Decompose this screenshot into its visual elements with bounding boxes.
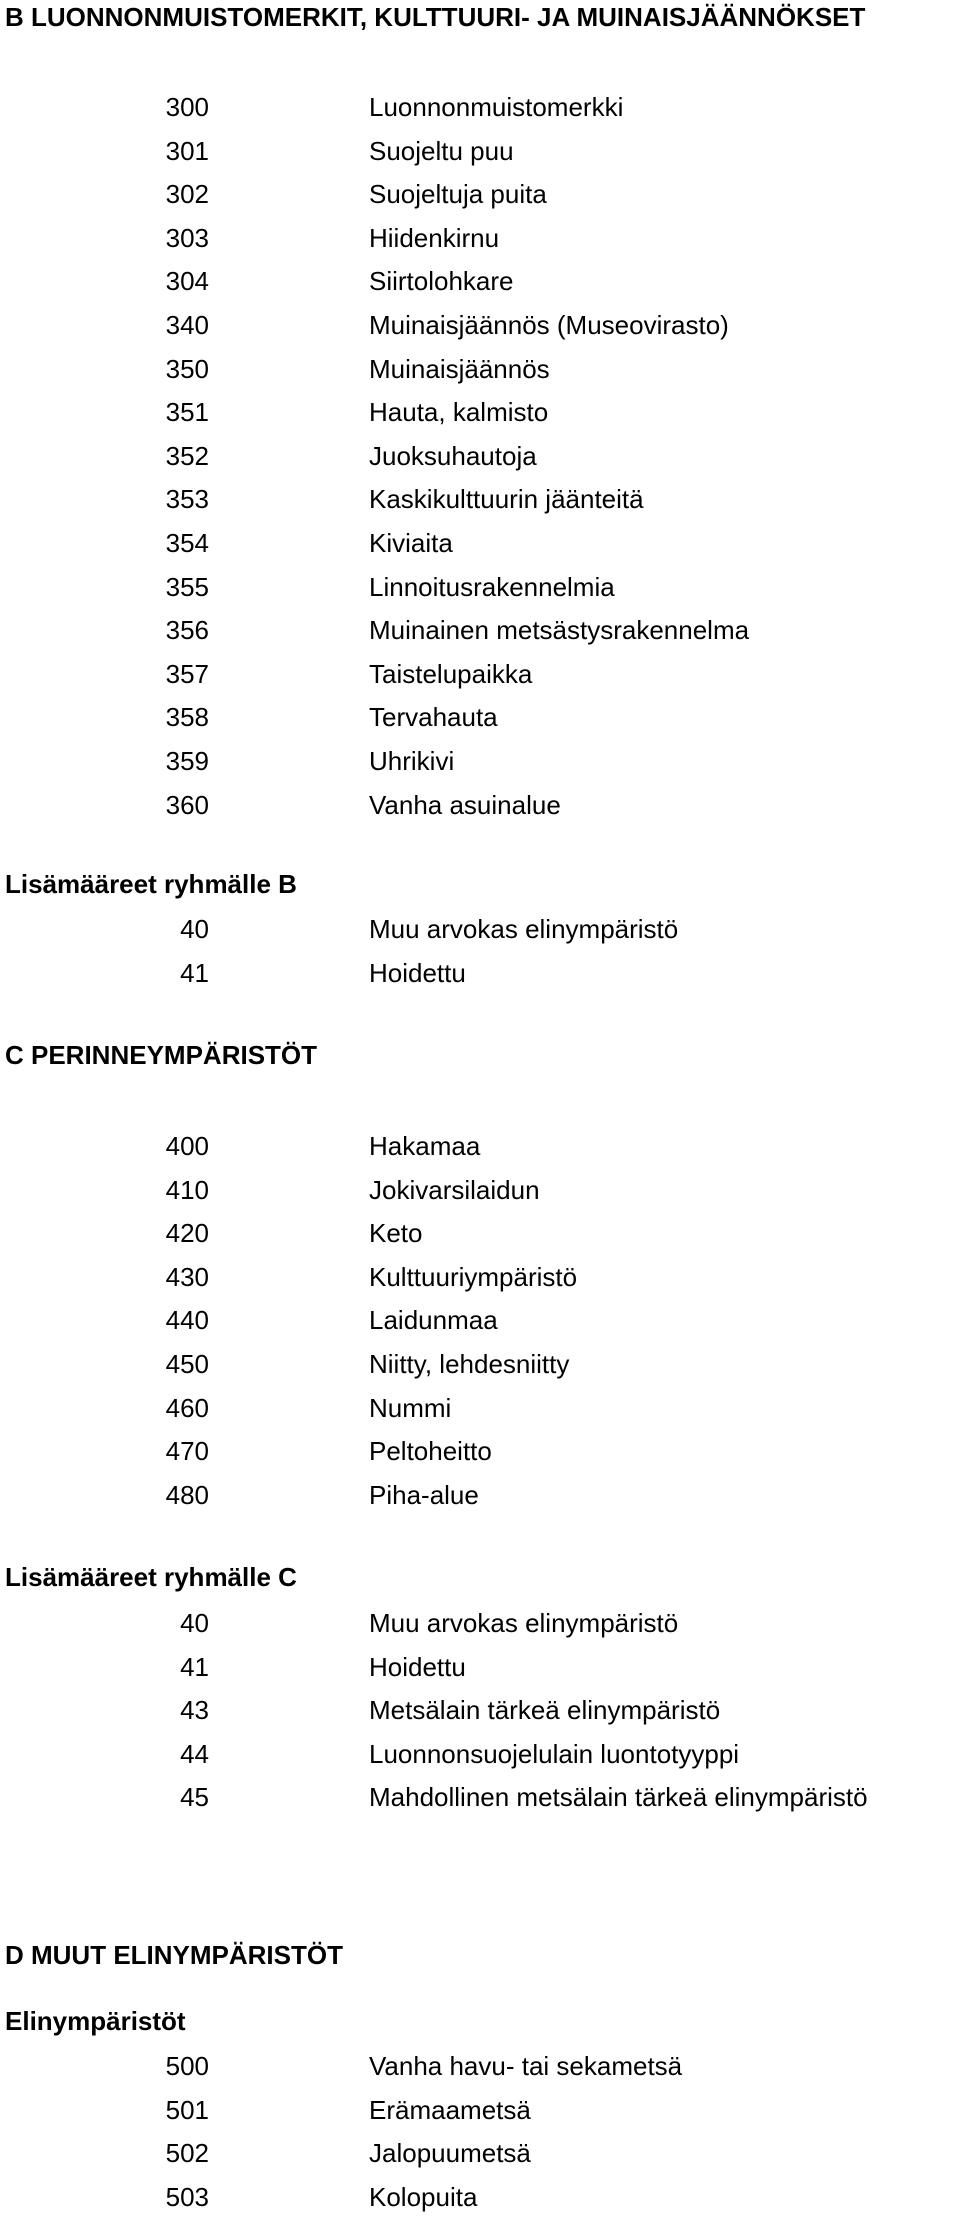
list-item [0,739,960,783]
item-code: 357 [165,658,209,689]
list-item [0,303,960,347]
item-code: 300 [165,92,209,122]
item-label: Linnoitusrakennelmia [369,571,615,602]
item-code: 43 [180,1695,209,1726]
item-label: Vanha havu- tai sekametsä [369,2051,683,2081]
item-code: 470 [165,1436,209,1467]
list-item [0,390,960,434]
list-item [0,2044,960,2088]
list-item [0,565,960,609]
list-item [0,1732,960,1776]
list-item [0,216,960,260]
item-code: 41 [180,957,209,988]
list-item [0,1386,960,1430]
item-label: Luonnonmuistomerkki [369,92,624,122]
list-item [0,695,960,739]
list-item [0,907,960,951]
item-label: Vanha asuinalue [369,789,561,820]
list-item [0,1124,960,1168]
item-label: Keto [369,1218,423,1249]
item-code: 460 [165,1392,209,1423]
item-label: Hoidettu [369,957,466,988]
item-label: Mahdollinen metsälain tärkeä elinympäristö [369,1782,868,1813]
item-label: Kulttuuriympäristö [369,1261,578,1292]
list-item [0,2175,960,2219]
item-label: Muu arvokas elinympäristö [369,914,679,944]
list-item [0,1298,960,1342]
item-label: Tervahauta [369,702,498,733]
list-item [0,477,960,521]
item-label: Erämaametsä [369,2094,531,2125]
list-item [0,951,960,995]
item-label: Juoksuhautoja [369,440,537,471]
list-item [0,1429,960,1473]
item-label: Hiidenkirnu [369,222,500,253]
item-code: 304 [165,266,209,297]
item-code: 340 [165,310,209,340]
item-code: 360 [165,789,209,820]
item-code: 354 [165,528,209,558]
item-code: 501 [165,2094,209,2125]
section-heading: B LUONNONMUISTOMERKIT, KULTTUURI- JA MUINAISJÄÄNNÖKSET [5,2,866,32]
item-code: 500 [165,2051,209,2081]
item-code: 359 [165,746,209,776]
section-heading: D MUUT ELINYMPÄRISTÖT [5,1940,343,1970]
list-item [0,2131,960,2175]
item-label: Niitty, lehdesniitty [369,1349,570,1379]
item-code: 40 [180,914,209,944]
list-item [0,347,960,391]
item-label: Kolopuita [369,2181,478,2212]
list-item [0,1211,960,1255]
list-item [0,259,960,303]
item-label: Uhrikivi [369,746,455,776]
list-item [0,1473,960,1517]
item-code: 41 [180,1651,209,1682]
list-item [0,783,960,827]
list-item [0,1645,960,1689]
item-code: 45 [180,1782,209,1813]
item-code: 303 [165,222,209,253]
item-label: Hoidettu [369,1651,466,1682]
list-item [0,2088,960,2132]
item-code: 353 [165,484,209,515]
list-item [0,85,960,129]
item-code: 400 [165,1131,209,1161]
item-label: Kiviaita [369,528,453,558]
item-code: 40 [180,1608,209,1638]
list-item [0,521,960,565]
list-item [0,1601,960,1645]
section-heading: C PERINNEYMPÄRISTÖT [5,1040,318,1070]
item-label: Taistelupaikka [369,658,533,689]
item-code: 502 [165,2138,209,2169]
list-item [0,1688,960,1732]
item-label: Laidunmaa [369,1305,498,1336]
item-label: Piha-alue [369,1479,479,1510]
item-code: 503 [165,2181,209,2212]
item-label: Muinainen metsästysrakennelma [369,615,750,646]
item-label: Hakamaa [369,1131,481,1161]
item-code: 358 [165,702,209,733]
item-code: 440 [165,1305,209,1336]
item-code: 301 [165,135,209,166]
item-code: 420 [165,1218,209,1249]
item-code: 356 [165,615,209,646]
item-label: Hauta, kalmisto [369,397,549,428]
list-item [0,434,960,478]
item-code: 450 [165,1349,209,1379]
item-code: 302 [165,179,209,210]
list-item [0,1168,960,1212]
item-label: Muinaisjäännös (Museovirasto) [369,310,729,340]
item-code: 480 [165,1479,209,1510]
item-code: 352 [165,440,209,471]
item-label: Siirtolohkare [369,266,514,297]
list-item [0,652,960,696]
item-label: Luonnonsuojelulain luontotyyppi [369,1738,740,1769]
list-item [0,608,960,652]
list-item [0,1775,960,1819]
item-label: Nummi [369,1392,452,1423]
list-item [0,1255,960,1299]
section-heading: Lisämääreet ryhmälle C [5,1562,297,1592]
item-label: Metsälain tärkeä elinympäristö [369,1695,721,1726]
item-label: Jokivarsilaidun [369,1174,540,1205]
item-label: Peltoheitto [369,1436,492,1467]
list-item [0,129,960,173]
item-label: Muinaisjäännös [369,353,550,384]
item-label: Muu arvokas elinympäristö [369,1608,679,1638]
item-label: Suojeltuja puita [369,179,547,210]
item-code: 410 [165,1174,209,1205]
item-label: Suojeltu puu [369,135,514,166]
item-code: 430 [165,1261,209,1292]
item-label: Kaskikulttuurin jäänteitä [369,484,644,515]
section-heading: Lisämääreet ryhmälle B [5,869,297,899]
list-item [0,1342,960,1386]
item-label: Jalopuumetsä [369,2138,531,2169]
item-code: 355 [165,571,209,602]
item-code: 351 [165,397,209,428]
item-code: 44 [180,1738,209,1769]
section-heading: Elinympäristöt [5,2006,186,2036]
item-code: 350 [165,353,209,384]
list-item [0,172,960,216]
